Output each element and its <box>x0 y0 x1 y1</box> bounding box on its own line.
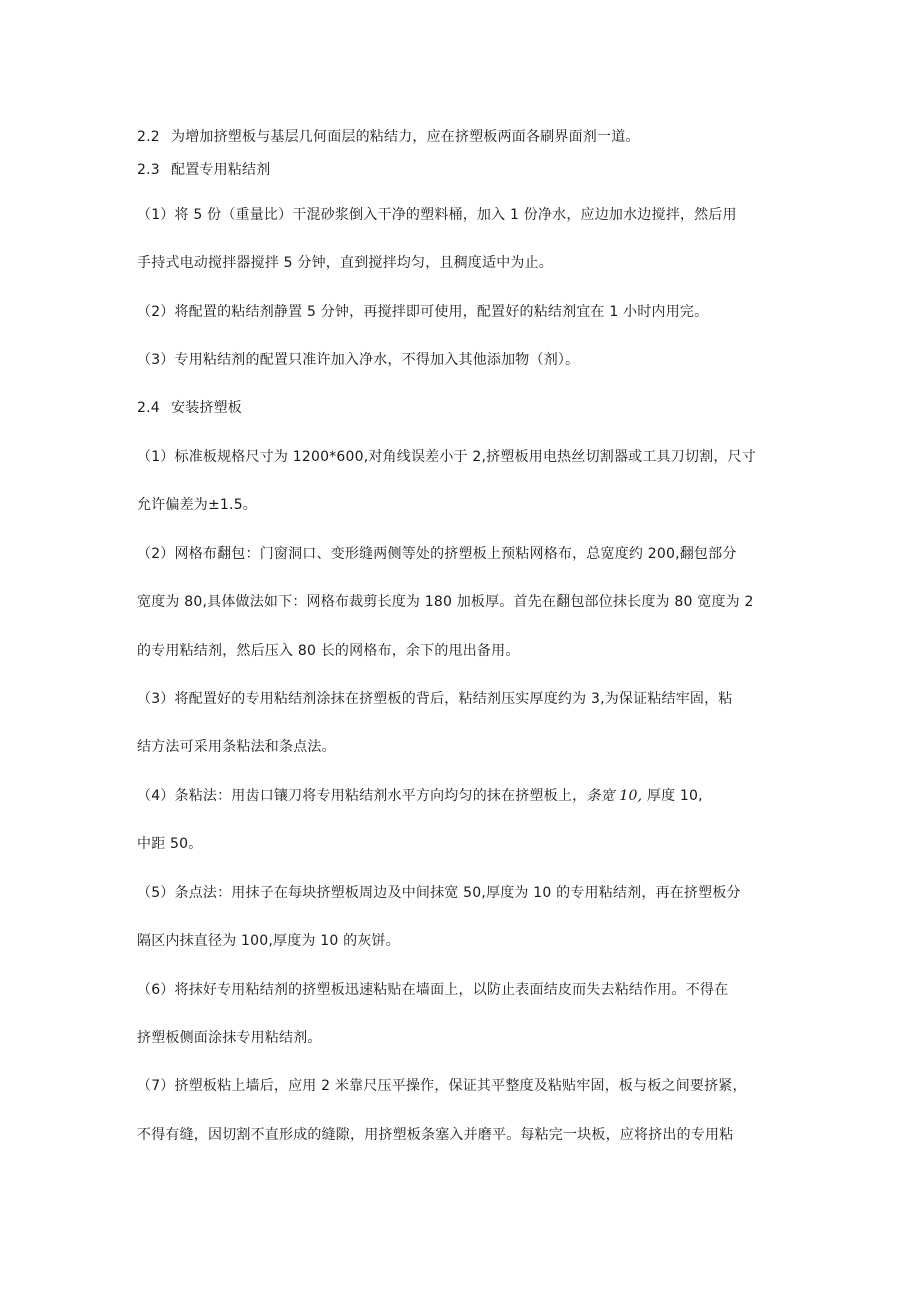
paragraph-line: 手持式电动搅拌器搅拌 5 分钟，直到搅拌均匀，且稠度适中为止。 <box>137 255 554 271</box>
paragraph-line: （3）将配置好的专用粘结剂涂抹在挤塑板的背后，粘结剂压实厚度约为 3,为保证粘结牢固，粘 <box>137 691 733 707</box>
section-heading-2-2 <box>137 127 640 147</box>
section-heading-2-4 <box>137 398 242 418</box>
paragraph-line <box>137 786 703 806</box>
section-number: 2.2 <box>137 129 160 145</box>
paragraph-line: 宽度为 80,具体做法如下：网格布裁剪长度为 180 加板厚。首先在翻包部位抹长度为 80 宽度为 2 <box>137 594 754 610</box>
section-number: 2.3 <box>137 162 160 178</box>
section-text: 配置专用粘结剂 <box>171 162 271 178</box>
section-number: 2.4 <box>137 400 160 416</box>
paragraph-line: （1）标准板规格尺寸为 1200*600,对角线误差小于 2,挤塑板用电热丝切割器或工具刀切割，尺寸 <box>137 449 756 465</box>
paragraph-line: （1）将 5 份（重量比）干混砂浆倒入干净的塑料桶，加入 1 份净水，应边加水边搅拌，然后用 <box>137 207 737 223</box>
paragraph-line: （2）将配置的粘结剂静置 5 分钟，再搅拌即可使用，配置好的粘结剂宜在 1 小时内用完。 <box>137 304 709 320</box>
paragraph-line: 挤塑板侧面涂抹专用粘结剂。 <box>137 1030 322 1046</box>
paragraph-line: （5）条点法：用抹子在每块挤塑板周边及中间抹宽 50,厚度为 10 的专用粘结剂，再在挤塑板分 <box>137 885 741 901</box>
paragraph-line: 结方法可采用条粘法和条点法。 <box>137 739 336 755</box>
section-text: 安装挤塑板 <box>171 400 242 416</box>
paragraph-line: 不得有缝，因切割不直形成的缝隙，用挤塑板条塞入并磨平。每粘完一块板，应将挤出的专用粘 <box>137 1127 734 1143</box>
paragraph-line: 允许偏差为±1.5。 <box>137 497 257 513</box>
paragraph-line: 的专用粘结剂，然后压入 80 长的网格布，余下的甩出备用。 <box>137 643 520 659</box>
paragraph-line: （3）专用粘结剂的配置只准许加入净水，不得加入其他添加物（剂）。 <box>137 352 580 368</box>
paragraph-line: （2）网格布翻包：门窗洞口、变形缝两侧等处的挤塑板上预粘网格布，总宽度约 200,翻包部分 <box>137 546 737 562</box>
paragraph-line: （7）挤塑板粘上墙后，应用 2 米靠尺压平操作，保证其平整度及粘贴牢固，板与板之间要挤紧， <box>137 1078 747 1094</box>
section-text: 为增加挤塑板与基层几何面层的粘结力，应在挤塑板两面各刷界面剂一道。 <box>171 129 640 145</box>
line-tail: 厚度 10, <box>642 788 703 804</box>
paragraph-line: （6）将抹好专用粘结剂的挤塑板迅速粘贴在墙面上，以防止表面结皮而失去粘结作用。不得在 <box>137 982 729 998</box>
paragraph-line: 隔区内抹直径为 100,厚度为 10 的灰饼。 <box>137 933 400 949</box>
section-heading-2-3 <box>137 160 270 180</box>
paragraph-line: 中距 50。 <box>137 836 203 852</box>
italic-text: 条宽 10, <box>586 788 643 804</box>
line-text: （4）条粘法：用齿口镶刀将专用粘结剂水平方向均匀的抹在挤塑板上， <box>137 788 587 804</box>
